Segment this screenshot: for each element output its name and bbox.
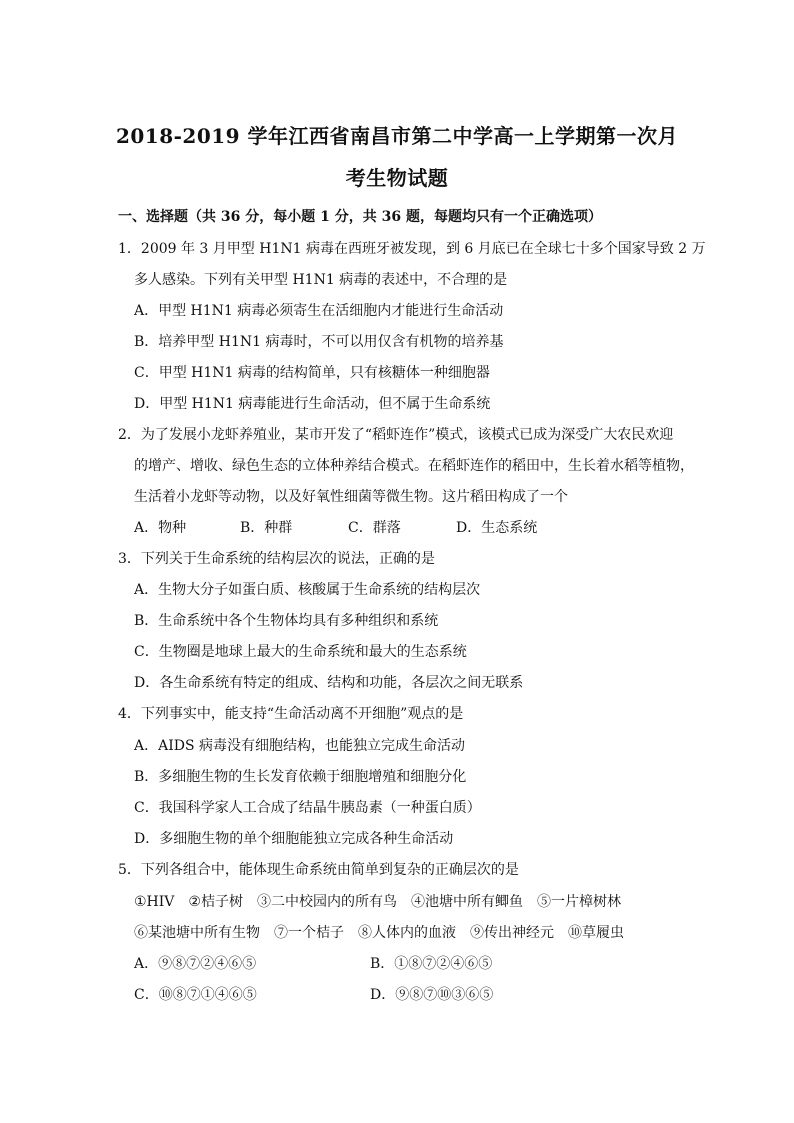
- section-heading: 一、选择题（共 36 分，每小题 1 分，共 36 题，每题均只有一个正确选项）: [118, 209, 602, 225]
- question-3-stem: 3．下列关于生命系统的结构层次的说法，正确的是: [118, 551, 435, 567]
- question-2-option-c: C．群落: [348, 520, 401, 536]
- question-3-option-b: B．生命系统中各个生物体均具有多种组织和系统: [134, 613, 439, 629]
- question-2-stem: 2．为了发展小龙虾养殖业，某市开发了“稻虾连作”模式，该模式已成为深受广大农民欢迎: [118, 427, 674, 443]
- exam-title-line-1: 2018-2019 学年江西省南昌市第二中学高一上学期第一次月: [115, 124, 679, 148]
- question-4-stem: 4．下列事实中，能支持“生命活动离不开细胞”观点的是: [118, 706, 464, 722]
- question-1-stem-cont: 多人感染。下列有关甲型 H1N1 病毒的表述中，不合理的是: [134, 272, 508, 288]
- question-4-option-d: D．多细胞生物的单个细胞能独立完成各种生命活动: [134, 831, 454, 847]
- question-3-option-c: C．生物圈是地球上最大的生命系统和最大的生态系统: [134, 644, 467, 660]
- question-2-option-a: A．物种: [134, 520, 187, 536]
- question-5-option-b: B．①⑧⑦②④⑥⑤: [370, 956, 493, 972]
- question-4-option-a: A．AIDS 病毒没有细胞结构，也能独立完成生命活动: [134, 738, 466, 754]
- question-3-option-a: A．生物大分子如蛋白质、核酸属于生命系统的结构层次: [134, 582, 481, 598]
- question-4-option-c: C．我国科学家人工合成了结晶牛胰岛素（一种蛋白质）: [134, 800, 481, 816]
- question-1-option-d: D．甲型 H1N1 病毒能进行生命活动，但不属于生命系统: [134, 396, 491, 412]
- question-5-items-row-1: ①HIV ②桔子树 ③二中校园内的所有鸟 ④池塘中所有鲫鱼 ⑤一片樟树林: [134, 894, 621, 910]
- question-5-items-row-2: ⑥某池塘中所有生物 ⑦一个桔子 ⑧人体内的血液 ⑨传出神经元 ⑩草履虫: [134, 925, 624, 941]
- question-5-option-a: A．⑨⑧⑦②④⑥⑤: [134, 956, 257, 972]
- question-1-option-a: A．甲型 H1N1 病毒必须寄生在活细胞内才能进行生命活动: [134, 303, 504, 319]
- question-4-option-b: B．多细胞生物的生长发育依赖于细胞增殖和细胞分化: [134, 769, 467, 785]
- question-2-stem-cont-2: 生活着小龙虾等动物，以及好氧性细菌等微生物。这片稻田构成了一个: [134, 489, 568, 505]
- question-5-stem: 5．下列各组合中，能体现生命系统由简单到复杂的正确层次的是: [118, 862, 519, 878]
- question-3-option-d: D．各生命系统有特定的组成、结构和功能，各层次之间无联系: [134, 675, 524, 691]
- question-5-option-c: C．⑩⑧⑦①④⑥⑤: [134, 987, 257, 1003]
- question-1-option-c: C．甲型 H1N1 病毒的结构简单，只有核糖体一种细胞器: [134, 365, 490, 381]
- question-1-option-b: B．培养甲型 H1N1 病毒时，不可以用仅含有机物的培养基: [134, 334, 504, 350]
- exam-title-line-2: 考生物试题: [345, 166, 449, 190]
- question-2-stem-cont-1: 的增产、增收、绿色生态的立体种养结合模式。在稻虾连作的稻田中，生长着水稻等植物，: [134, 458, 694, 474]
- question-5-option-d: D．⑨⑧⑦⑩③⑥⑤: [370, 987, 494, 1003]
- question-2-option-d: D．生态系统: [456, 520, 538, 536]
- question-2-option-b: B．种群: [240, 520, 293, 536]
- question-1-stem: 1．2009 年 3 月甲型 H1N1 病毒在西班牙被发现，到 6 月底已在全球七十多个国家导致 2 万: [118, 241, 706, 257]
